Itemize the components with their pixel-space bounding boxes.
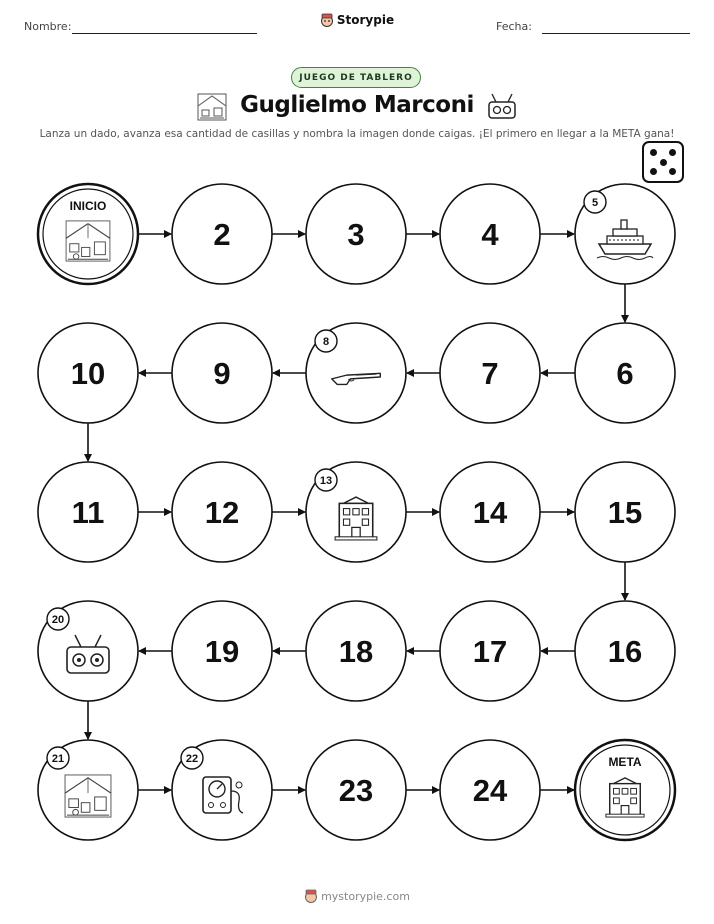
- board-square-20: [38, 601, 138, 701]
- page-title: Guglielmo Marconi: [240, 92, 474, 118]
- square-number: 12: [204, 495, 240, 530]
- board-square-7: [440, 323, 540, 423]
- board-square-19: [172, 601, 272, 701]
- board-square-8: [306, 323, 406, 423]
- square-number: 18: [338, 634, 374, 669]
- square-number: 10: [70, 356, 106, 391]
- board-square-24: [440, 740, 540, 840]
- attic-room-icon: [66, 221, 110, 261]
- board-square-12: [172, 462, 272, 562]
- square-number: 8: [322, 336, 330, 348]
- finish-label: META: [608, 755, 642, 769]
- square-number: 9: [213, 356, 231, 391]
- square-number: 5: [591, 197, 599, 209]
- square-number: 19: [204, 634, 240, 669]
- footer: [0, 889, 714, 903]
- board-square-22: [172, 740, 272, 840]
- square-number: 16: [607, 634, 643, 669]
- board-square-3: [306, 184, 406, 284]
- board-square-10: [38, 323, 138, 423]
- board-square-21: [38, 740, 138, 840]
- board-square-25: [575, 740, 675, 840]
- start-label: INICIO: [69, 199, 107, 213]
- board-square-5: [575, 184, 675, 284]
- square-number: 3: [347, 217, 365, 252]
- square-number: 2: [213, 217, 231, 252]
- board-square-6: [575, 323, 675, 423]
- square-number: 13: [319, 475, 333, 487]
- square-number: 24: [472, 773, 508, 808]
- board-square-18: [306, 601, 406, 701]
- building-icon: [335, 497, 377, 540]
- storypie-logo-icon: [304, 889, 318, 903]
- square-number: 22: [185, 753, 199, 765]
- footer-url: mystorypie.com: [321, 890, 410, 903]
- board-square-1: [38, 184, 138, 284]
- attic-room-icon: [65, 775, 111, 817]
- square-number: 15: [607, 495, 643, 530]
- board-game-badge: JUEGO DE TABLERO: [291, 67, 421, 88]
- board-square-2: [172, 184, 272, 284]
- board-square-14: [440, 462, 540, 562]
- brand-name: Storypie: [336, 13, 395, 27]
- board-square-17: [440, 601, 540, 701]
- square-number: 23: [338, 773, 374, 808]
- board-square-13: [306, 462, 406, 562]
- square-number: 21: [51, 753, 65, 765]
- square-number: 20: [51, 614, 65, 626]
- board-square-23: [306, 740, 406, 840]
- square-number: 11: [71, 495, 105, 530]
- square-number: 7: [481, 356, 499, 391]
- instructions: Lanza un dado, avanza esa cantidad de casillas y nombra la imagen donde caigas. ¡El primero en llegar a la META gana!: [39, 128, 675, 140]
- square-number: 14: [472, 495, 508, 530]
- board-square-9: [172, 323, 272, 423]
- square-number: 17: [472, 634, 508, 669]
- square-number: 4: [481, 217, 499, 252]
- board-square-16: [575, 601, 675, 701]
- date-label: Fecha:: [496, 20, 532, 33]
- board-square-11: [38, 462, 138, 562]
- board-square-4: [440, 184, 540, 284]
- building-icon: [606, 778, 644, 817]
- square-number: 6: [616, 356, 634, 391]
- name-label: Nombre:: [24, 20, 72, 33]
- board-square-15: [575, 462, 675, 562]
